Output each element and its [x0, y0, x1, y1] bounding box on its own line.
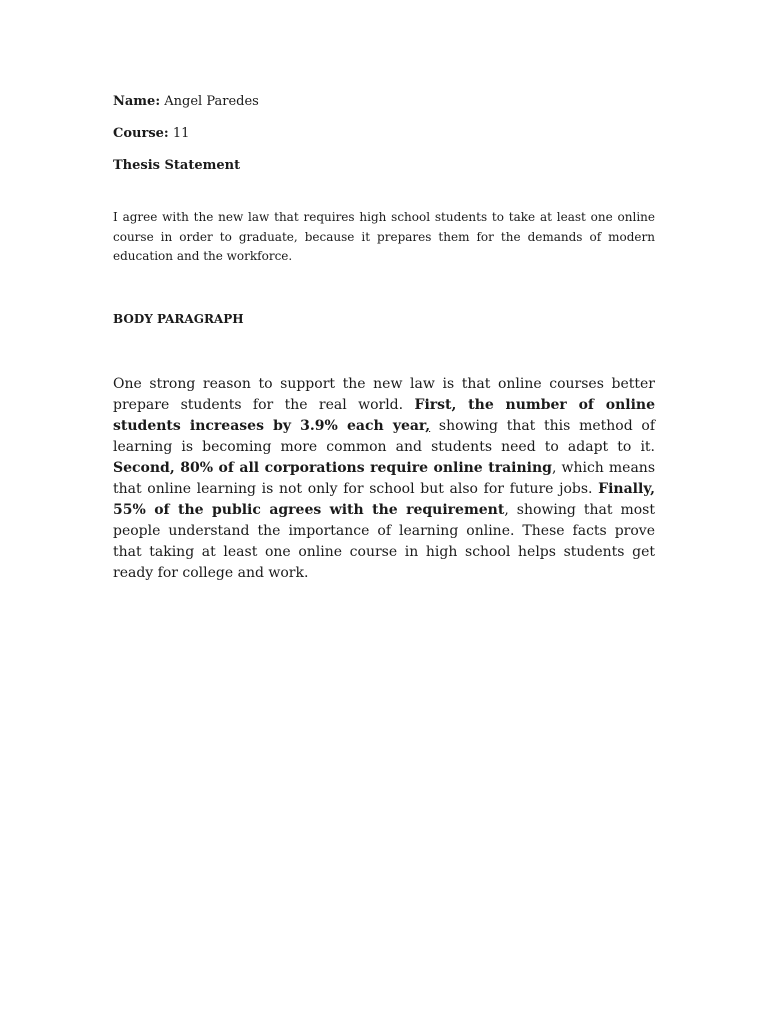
body-paragraph-heading: BODY PARAGRAPH: [113, 312, 244, 326]
thesis-heading: Thesis Statement: [113, 158, 241, 173]
body-paragraph: [113, 374, 655, 584]
name-value: Angel Paredes: [164, 94, 259, 109]
course-value: 11: [172, 126, 190, 141]
name-line: [113, 94, 259, 110]
name-label: Name:: [113, 94, 161, 109]
body-sentence-1: One strong reason to support the new law is that online courses better prepare students for the real world.: [113, 376, 655, 413]
course-line: [113, 126, 189, 142]
course-label: Course:: [113, 126, 169, 141]
thesis-paragraph: I agree with the new law that requires high school students to take at least one online course in order to graduate, because it prepares them for the demands of modern education and the workforce.: [113, 210, 655, 263]
body-sentence-4: , showing that most people understand the importance of learning online. These facts prove that taking at least one online course in high school helps students get ready for college and work.: [113, 502, 655, 581]
body-bold-3: Finally, 55% of the public agrees with the requirement: [113, 481, 655, 518]
body-bold-2: Second, 80% of all corporations require online training: [113, 460, 552, 476]
body-bold-1: First, the number of online students increases by 3.9% each year: [113, 397, 656, 434]
body-sentence-2: showing that this method of learning is becoming more common and students need to adapt to it.: [113, 418, 655, 455]
body-underlined-comma: ,: [425, 418, 431, 434]
body-sentence-3: , which means that online learning is not only for school but also for future jobs.: [113, 460, 656, 497]
